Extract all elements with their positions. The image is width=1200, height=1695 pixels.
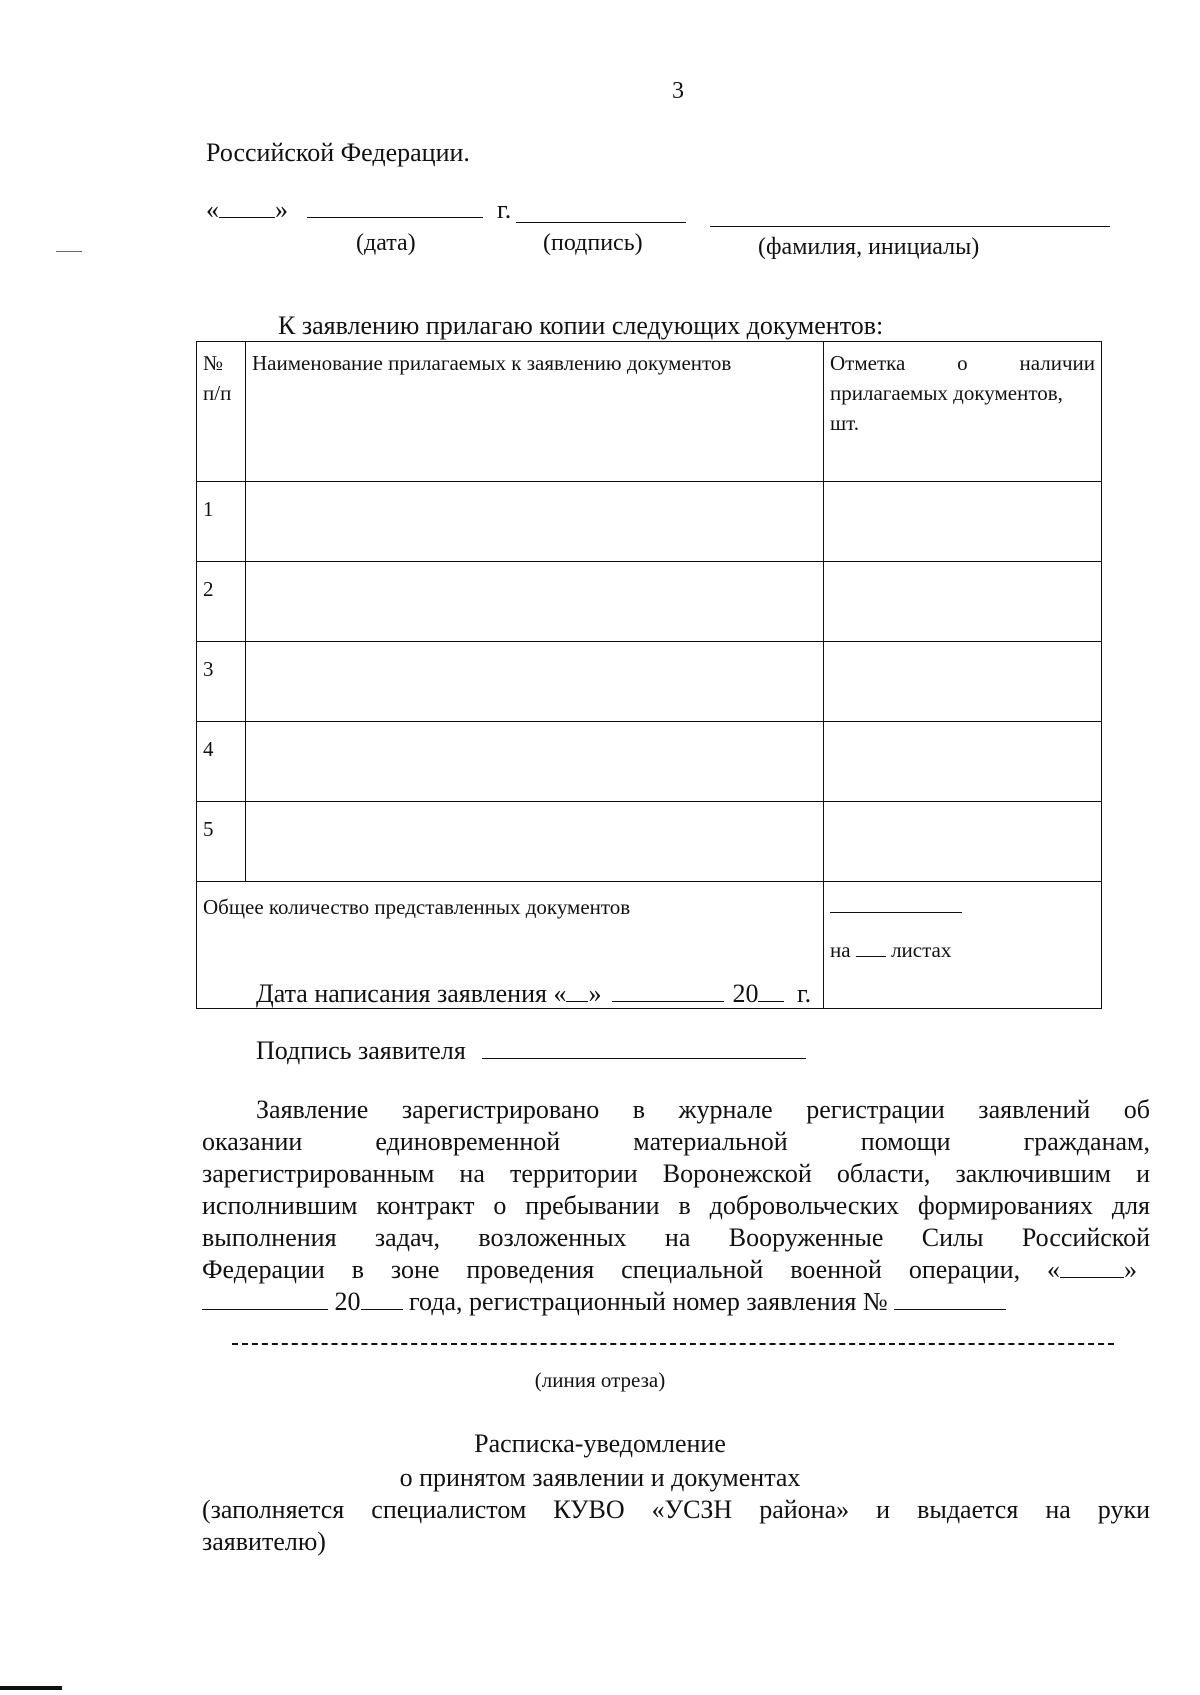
application-day-blank[interactable] (566, 979, 588, 1002)
total-pages-blank[interactable] (856, 938, 886, 957)
registration-paragraph (202, 1094, 1150, 1318)
header-mark-line1: Отметка о наличии (830, 351, 1095, 375)
registration-number-label: года, регистрационный номер заявления № (409, 1287, 888, 1316)
applicant-signature-blank[interactable] (482, 1036, 806, 1059)
registration-year-blank[interactable] (361, 1287, 403, 1310)
application-year-blank[interactable] (758, 979, 784, 1002)
attachments-table (196, 341, 1102, 1009)
total-pages-prefix: на (830, 938, 851, 962)
row-mark-cell[interactable] (824, 562, 1102, 642)
row-document-cell[interactable] (246, 562, 824, 642)
application-date-row (256, 978, 811, 1010)
quote-open: « (206, 195, 219, 224)
row-mark-cell[interactable] (824, 482, 1102, 562)
application-year-prefix: 20 (732, 979, 759, 1008)
table-row (197, 642, 1102, 722)
registration-number-blank[interactable] (894, 1287, 1006, 1310)
name-caption: (фамилия, инициалы) (758, 234, 980, 260)
cut-line-label: (линия отреза) (534, 1368, 666, 1392)
row-document-cell[interactable] (246, 802, 824, 882)
date-caption: (дата) (356, 230, 416, 256)
header-num: № п/п (197, 342, 246, 482)
receipt-subtitle: о принятом заявлении и документах (399, 1463, 801, 1492)
total-pages (830, 935, 1095, 965)
table-row (197, 482, 1102, 562)
total-count-blank[interactable] (830, 888, 962, 913)
header-name: Наименование прилагаемых к заявлению документов (246, 342, 824, 482)
attachments-intro: К заявлению прилагаю копии следующих документов: (278, 311, 884, 340)
registration-line-6 (202, 1254, 1150, 1286)
table-row (197, 722, 1102, 802)
table-row (197, 562, 1102, 642)
row-mark-cell[interactable] (824, 642, 1102, 722)
registration-line-7 (202, 1286, 1150, 1318)
year-suffix: г. (497, 195, 512, 224)
row-number: 3 (197, 642, 246, 722)
registration-month-blank[interactable] (202, 1287, 328, 1310)
cut-line (232, 1343, 1114, 1345)
application-month-blank[interactable] (612, 979, 724, 1002)
row-mark-cell[interactable] (824, 722, 1102, 802)
registration-line: выполнения задач, возложенных на Вооруженные Силы Российской (202, 1223, 1150, 1252)
application-date-label: Дата написания заявления « (256, 979, 567, 1008)
registration-line-text: Федерации в зоне проведения специальной военной операции, « (202, 1255, 1060, 1284)
receipt-note-line: заявителю) (202, 1527, 326, 1556)
receipt-note (202, 1494, 1150, 1558)
row-number: 5 (197, 802, 246, 882)
name-blank[interactable] (710, 226, 1110, 227)
table-row (197, 802, 1102, 882)
continuation-text: Российской Федерации. (206, 138, 470, 167)
total-mark-cell (824, 882, 1102, 1009)
page-number: 3 (672, 78, 684, 104)
registration-line: зарегистрированным на территории Воронежской области, заключившим и (202, 1159, 1150, 1188)
row-number: 2 (197, 562, 246, 642)
applicant-signature-row (256, 1035, 806, 1067)
application-date-quote-close: » (588, 979, 602, 1008)
table-header-row (197, 342, 1102, 482)
row-number: 1 (197, 482, 246, 562)
month-blank[interactable] (307, 195, 483, 218)
registration-line: Заявление зарегистрировано в журнале регистрации заявлений об (256, 1095, 1150, 1124)
applicant-signature-label: Подпись заявителя (256, 1036, 466, 1065)
day-blank[interactable] (219, 195, 275, 218)
registration-day-blank[interactable] (1060, 1255, 1124, 1278)
row-number: 4 (197, 722, 246, 802)
scan-edge-mark (0, 1686, 62, 1690)
signature-blank[interactable] (516, 222, 686, 223)
registration-year-prefix: 20 (334, 1287, 361, 1316)
row-document-cell[interactable] (246, 482, 824, 562)
signature-date-row (206, 194, 511, 226)
receipt-title: Расписка-уведомление (474, 1429, 726, 1458)
margin-mark (56, 251, 82, 252)
receipt-note-line: (заполняется специалистом КУВО «УСЗН района» и выдается на руки (202, 1495, 1150, 1524)
row-document-cell[interactable] (246, 642, 824, 722)
total-pages-suffix: листах (891, 938, 952, 962)
registration-quote-close: » (1124, 1255, 1137, 1284)
signature-caption: (подпись) (543, 230, 643, 256)
row-document-cell[interactable] (246, 722, 824, 802)
registration-line: оказании единовременной материальной помощи гражданам, (202, 1127, 1150, 1156)
registration-line: исполнившим контракт о пребывании в добровольческих формированиях для (202, 1191, 1150, 1220)
row-mark-cell[interactable] (824, 802, 1102, 882)
header-mark-rest: прилагаемых документов, шт. (830, 381, 1063, 435)
quote-close: » (275, 195, 288, 224)
total-label: Общее количество представленных документов (197, 882, 824, 1009)
header-mark (824, 342, 1102, 482)
application-year-suffix: г. (796, 979, 812, 1008)
